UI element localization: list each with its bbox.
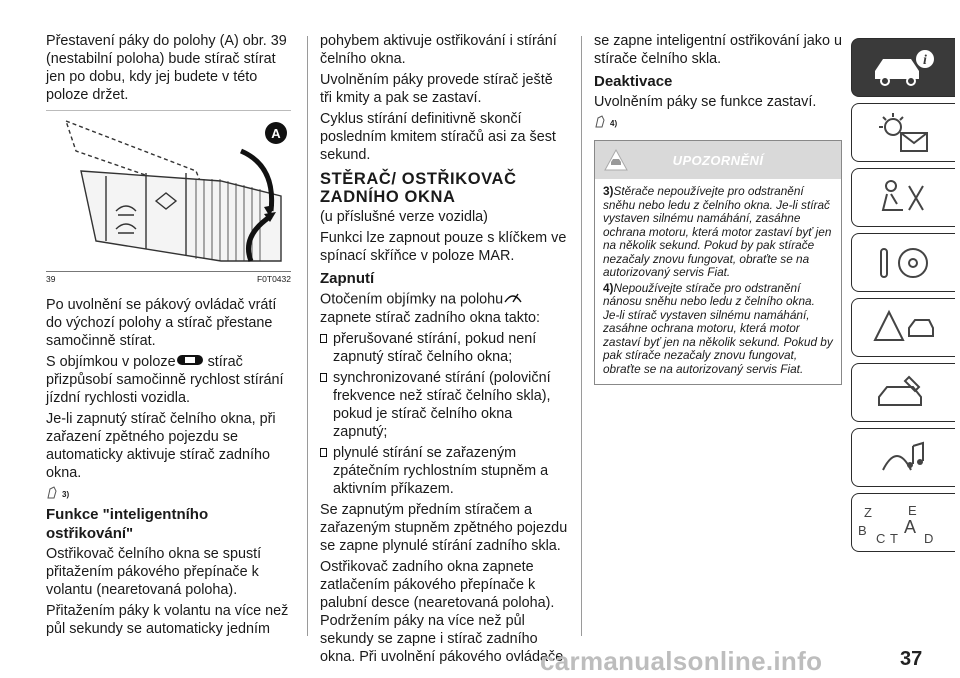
paragraph: pohybem aktivuje ostřikování i stírání čelního okna. (320, 33, 557, 67)
paragraph: Je-li zapnutý stírač čelního okna, při zařazení zpětného pojezdu se automaticky aktivuje stírač zadního okna. (46, 411, 276, 482)
wrench-car-icon (869, 371, 939, 415)
svg-text:Z: Z (863, 504, 872, 520)
note-hand-icon (594, 114, 606, 128)
note-ref: 3) (46, 485, 291, 499)
paragraph: se zapne inteligentní ostřikování jako u stírače čelního skla. (594, 33, 842, 67)
svg-text:B: B (857, 522, 867, 538)
index-letters-icon (854, 501, 954, 545)
column-3 (594, 32, 842, 385)
warning-car-icon (603, 148, 629, 177)
svg-text:i: i (922, 52, 927, 68)
svg-text:E: E (907, 502, 917, 518)
warning-body (595, 179, 841, 384)
column-divider (307, 36, 308, 636)
warning-box (594, 140, 842, 385)
svg-text:T: T (889, 530, 898, 545)
warning-title: UPOZORNĚNÍ (672, 152, 764, 168)
tab-warning-triangle[interactable] (851, 298, 955, 357)
tab-warning-lights[interactable] (851, 103, 955, 162)
tab-seat-airbag[interactable] (851, 168, 955, 227)
column-1 (46, 32, 291, 641)
list-item: plynulé stírání se zařazeným zpátečním rychlostním stupněm a aktivním příkazem. (320, 444, 568, 498)
figure-lever (46, 110, 291, 271)
paragraph: (u příslušné verze vozidla) (320, 209, 488, 225)
tab-key-steering[interactable] (851, 233, 955, 292)
list-item: přerušované stírání, pokud není zapnutý stírač čelního okna; (320, 330, 568, 366)
warning-triangle-icon (869, 306, 939, 350)
section-heading: Zapnutí (320, 270, 375, 287)
figure-caption (46, 271, 291, 284)
paragraph: Uvolněním páky provede stírač ještě tři kmity a pak se zastaví. (320, 72, 553, 106)
watermark: carmanualsonline.info (540, 646, 823, 676)
tab-car-info[interactable] (851, 38, 955, 97)
paragraph: Přitažením páky k volantu na více než půl sekundy se automaticky jedním (46, 603, 289, 638)
tab-index[interactable] (851, 493, 955, 552)
main-heading: STĚRAČ/ OSTŘIKOVAČ ZADNÍHO OKNA (320, 170, 517, 206)
tab-multimedia[interactable] (851, 428, 955, 487)
paragraph: Cyklus stírání definitivně skončí posledním kmitem stíračů asi za šest sekund. (320, 111, 556, 163)
multimedia-icon (869, 436, 939, 480)
figure-number: 39 (46, 274, 56, 284)
paragraph: Přestavení páky do polohy (A) obr. 39 (nestabilní poloha) bude stírač stírat jen po dobu, kdy jej budete v této poloze držet. (46, 33, 287, 103)
section-heading: Deaktivace (594, 73, 673, 90)
paragraph: Po uvolnění se pákový ovládač vrátí do výchozí polohy a stírač přestane samočinně stírat. (46, 297, 277, 349)
list-item: synchronizované stírání (poloviční frekvence než stírač čelního skla), pokud je stírač čelního okna zapnutý; (320, 369, 568, 441)
svg-text:A: A (903, 516, 916, 537)
warning-item: 3)Stěrače nepoužívejte pro odstranění sněhu nebo ledu z čelního okna. Je-li stírač vystaven silnému namáhání, zasáhne ochrana motoru, která motor zastaví byť jen na několik sekund. Pokud by pak stírače nezačaly znovu fungovat, obraťte se na autorizovaný servis Fiat. (603, 184, 832, 279)
section-heading: Funkce "inteligentního ostřikování" (46, 506, 209, 543)
auto-position-icon (176, 353, 204, 371)
warning-lights-icon (869, 111, 939, 155)
page-number: 37 (900, 648, 923, 670)
figure-code: F0T0432 (256, 274, 291, 284)
paragraph: Uvolněním páky se funkce zastaví. (594, 94, 817, 110)
warning-item: 4)Nepoužívejte stírače pro odstranění nánosu sněhu nebo ledu z čelního okna. Je-li stírač vystaven silnému namáhání, zasáhne ochrana motoru, která motor zastaví byť jen na několik sekund. Pokud by pak stírače nezačaly znovu fungovat, obraťte se na autorizovaný servis Fiat. (603, 280, 833, 376)
warning-header (595, 141, 841, 179)
svg-text:C: C (875, 530, 885, 545)
column-divider (581, 36, 582, 636)
paragraph-auto-position: S objímkou v poloze stírač přizpůsobí samočinně rychlost stírání jízdní rychlosti vozidla. (46, 354, 284, 407)
tab-wrench-car[interactable] (851, 363, 955, 422)
paragraph: Funkci lze zapnout pouze s klíčkem ve spínací skříňce v poloze MAR. (320, 230, 567, 264)
note-ref: 4) (594, 114, 842, 128)
stalk-illustration (46, 111, 291, 269)
rear-wiper-icon (503, 290, 523, 309)
figure-label: A (271, 126, 281, 141)
paragraph-rear-wiper: Otočením objímky na polohu zapnete stírač zadního okna takto: (320, 291, 540, 326)
paragraph: Se zapnutým předním stíračem a zařazeným stupněm zpětného pojezdu se zapne plynulé stírání zadního skla. (320, 502, 568, 554)
car-info-icon (869, 47, 939, 89)
note-hand-icon (46, 485, 58, 499)
paragraph: Ostřikovač čelního okna se spustí přitažením pákového přepínače k volantu (nearetovaná poloha). (46, 546, 262, 599)
paragraph: Ostřikovač zadního okna zapnete zatlačením pákového přepínače k palubní desce (nearetovaná poloha). Podržením páky na více než půl sekundy se zapne i stírač zadního okna. Při uvolnění pákového ovládače (320, 559, 564, 665)
svg-text:D: D (923, 530, 933, 545)
seat-airbag-icon (869, 176, 939, 220)
key-steering-icon (869, 241, 939, 285)
column-2 (320, 32, 568, 669)
